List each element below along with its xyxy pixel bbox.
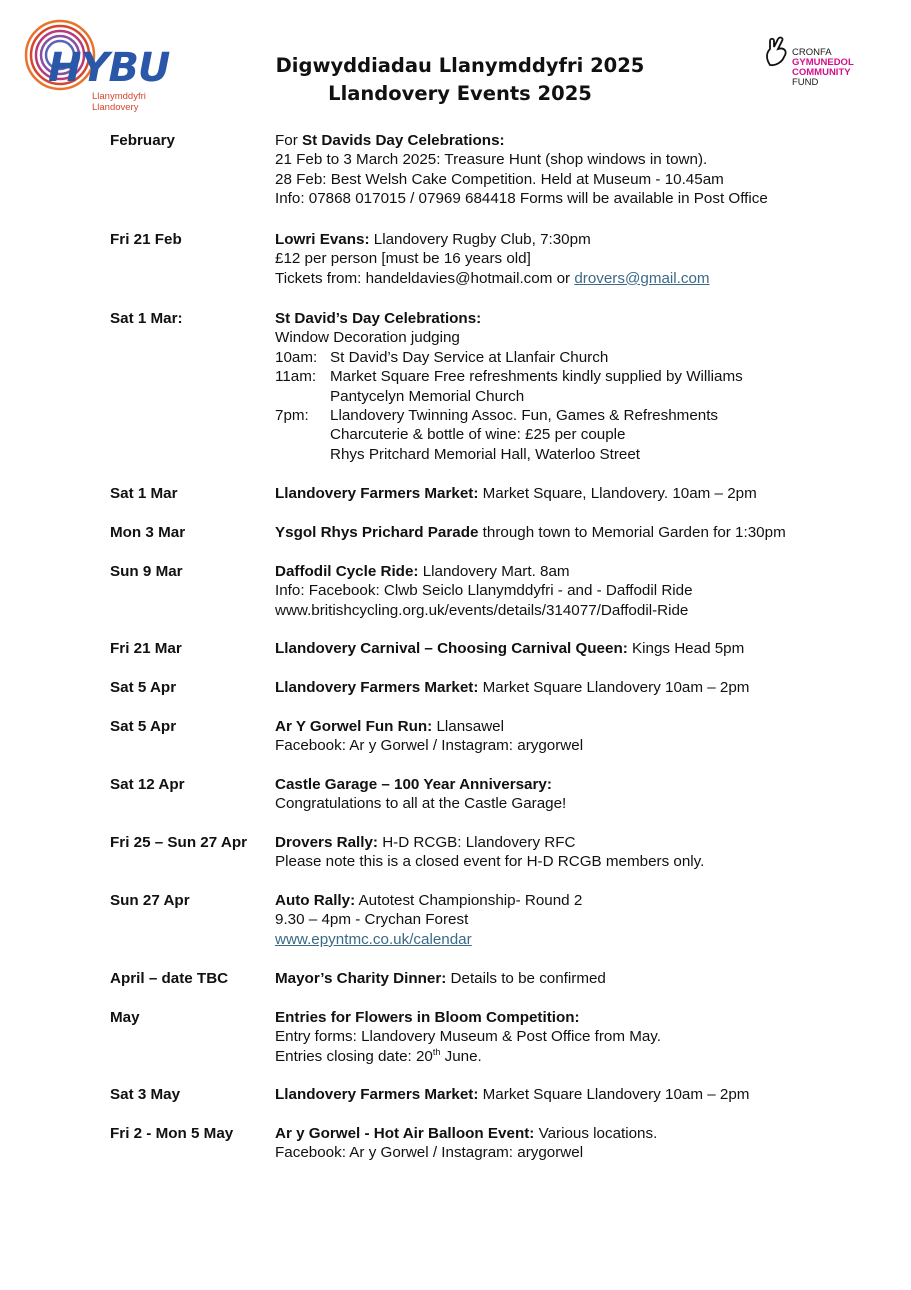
event-date: Sat 1 Mar: [110, 310, 183, 327]
event-date: Fri 21 Feb [110, 231, 182, 248]
event-date: Sun 27 Apr [110, 892, 190, 909]
event-date: Sat 5 Apr [110, 679, 177, 696]
event-title: St Davids Day Celebrations: [302, 132, 505, 149]
event-details: Castle Garage – 100 Year Anniversary: Congratulations to all at the Castle Garage! [275, 776, 567, 813]
event-title: Ar Y Gorwel Fun Run: [275, 718, 433, 735]
event-title: Llandovery Carnival – Choosing Carnival Queen: [275, 640, 628, 657]
community-fund-logo [762, 35, 892, 95]
event-details: Drovers Rally: H-D RCGB: Llandovery RFC Please note this is a closed event for H-D RCGB members only. [275, 834, 705, 871]
event-date: Fri 25 – Sun 27 Apr [110, 834, 248, 851]
event-details: Entries for Flowers in Bloom Competition: Entry forms: Llandovery Museum & Post Office from May. Entries closing date: 20th June. [275, 1009, 661, 1065]
event-details: Mayor’s Charity Dinner: Details to be confirmed [275, 970, 606, 987]
event-details: Llandovery Carnival – Choosing Carnival Queen: Kings Head 5pm [275, 640, 745, 657]
event-details: Llandovery Farmers Market: Market Square, Llandovery. 10am – 2pm [275, 485, 757, 502]
event-date: April – date TBC [110, 970, 229, 987]
event-title: Auto Rally: [275, 892, 356, 909]
event-title: Llandovery Farmers Market: [275, 1086, 479, 1103]
event-title: Ar y Gorwel - Hot Air Balloon Event: [275, 1125, 535, 1142]
event-details: Lowri Evans: Llandovery Rugby Club, 7:30pm £12 per person [must be 16 years old] Tickets from: handeldavies@hotmail.com or drovers@gmail.com [275, 231, 710, 287]
event-details: Llandovery Farmers Market: Market Square Llandovery 10am – 2pm [275, 1086, 750, 1103]
event-details: Ar Y Gorwel Fun Run: Llansawel Facebook: Ar y Gorwel / Instagram: arygorwel [275, 718, 584, 755]
event-title: Llandovery Farmers Market: [275, 679, 479, 696]
event-details: Llandovery Farmers Market: Market Square Llandovery 10am – 2pm [275, 679, 750, 696]
calendar-link[interactable]: www.epyntmc.co.uk/calendar [275, 930, 472, 948]
event-title: Drovers Rally: [275, 834, 378, 851]
event-details: Daffodil Cycle Ride: Llandovery Mart. 8am Info: Facebook: Clwb Seiclo Llanymddyfri - and - Daffodil Ride www.britishcycling.org.uk/events/details/314077/Daffodil-Ride [275, 563, 693, 619]
title-english: Llandovery Events 2025 [328, 82, 592, 105]
event-date: Fri 21 Mar [110, 640, 182, 657]
event-date: Sat 1 Mar [110, 485, 178, 502]
event-date: Sun 9 Mar [110, 563, 183, 580]
crossed-fingers-icon [762, 35, 792, 69]
event-details: Auto Rally: Autotest Championship- Round 2 9.30 – 4pm - Crychan Forest www.epyntmc.co.uk/calendar [275, 892, 583, 948]
event-title: Daffodil Cycle Ride: [275, 563, 419, 580]
event-date: February [110, 132, 175, 149]
fund-text: CRONFA GYMUNEDOL COMMUNITY FUND [792, 47, 854, 88]
email-link[interactable]: drovers@gmail.com [574, 269, 710, 287]
event-date: Mon 3 Mar [110, 524, 186, 541]
hybu-wordmark: HYBU [48, 45, 170, 91]
event-details: For St Davids Day Celebrations: 21 Feb to 3 March 2025: Treasure Hunt (shop windows in town). 28 Feb: Best Welsh Cake Competition. Held at Museum - 10.45am Info: 07868 017015 / 07969 684418 Forms will be available in Post Office [275, 132, 768, 208]
event-title: Mayor’s Charity Dinner: [275, 970, 447, 987]
event-details: Ysgol Rhys Prichard Parade through town to Memorial Garden for 1:30pm [275, 524, 786, 541]
event-date: Sat 12 Apr [110, 776, 185, 793]
event-details: Ar y Gorwel - Hot Air Balloon Event: Various locations. Facebook: Ar y Gorwel / Instagram: arygorwel [275, 1125, 658, 1162]
event-title: Castle Garage – 100 Year Anniversary: [275, 776, 552, 793]
page-title [250, 52, 670, 108]
event-title: Ysgol Rhys Prichard Parade [275, 524, 479, 541]
event-date: Sat 3 May [110, 1086, 181, 1103]
title-welsh: Digwyddiadau Llanymddyfri 2025 [275, 54, 645, 77]
hybu-logo [22, 15, 170, 115]
event-date: May [110, 1009, 140, 1026]
event-title: Entries for Flowers in Bloom Competition: [275, 1009, 580, 1026]
event-title: Llandovery Farmers Market: [275, 485, 479, 502]
event-date: Fri 2 - Mon 5 May [110, 1125, 234, 1142]
event-date: Sat 5 Apr [110, 718, 177, 735]
event-title: Lowri Evans: [275, 231, 370, 248]
hybu-subtitle: Llanymddyfri Llandovery [92, 91, 146, 113]
event-title: St David’s Day Celebrations: [275, 310, 482, 327]
event-details: St David’s Day Celebrations: Window Decoration judging 10am: St David’s Day Service at Llanfair Church 11am: Market Square Free refreshments kindly supplied by Williams Pantycelyn Memorial Church 7pm: Llandovery Twinning Assoc. Fun, Games & Refreshments Charcuterie & bottle of wine: £25 per couple Rhys Pritchard Memorial Hall, Waterloo Street [275, 310, 743, 463]
